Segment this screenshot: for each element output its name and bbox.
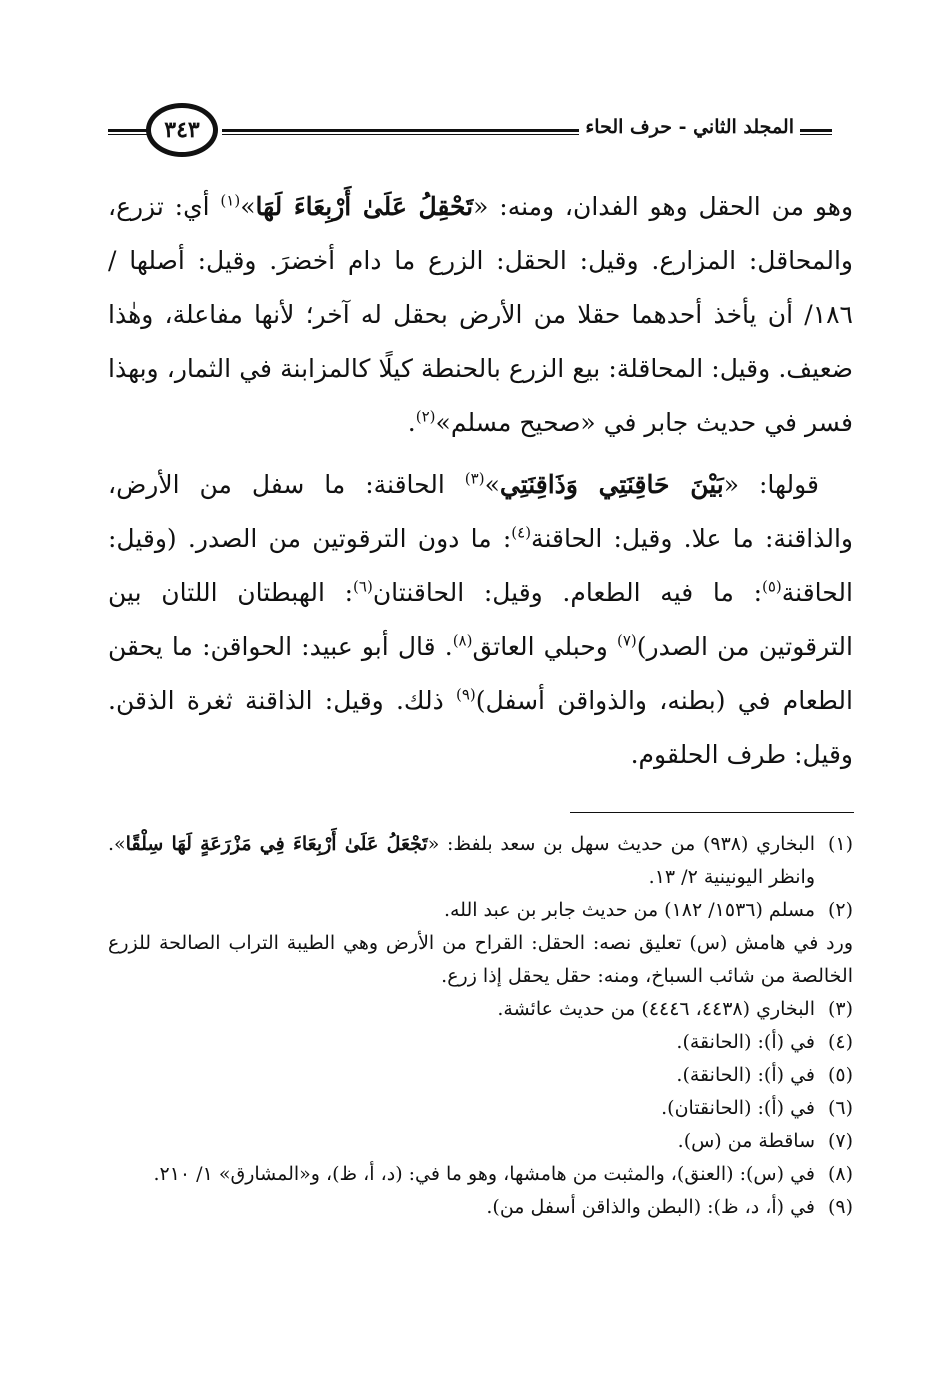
footnote-number: (٣) bbox=[827, 998, 853, 1020]
footnote-8 bbox=[108, 1158, 853, 1191]
footnote-ref: (٢) bbox=[415, 407, 436, 426]
footnote-ref: (٧) bbox=[617, 631, 637, 650]
quote-bold: تَحْقِلُ عَلَىٰ أَرْبِعَاءَ لَهَا bbox=[255, 192, 474, 221]
footnote-text: في (أ): (الحانقتان). bbox=[661, 1097, 815, 1119]
footnote-2 bbox=[108, 894, 853, 927]
text-run: قولها: « bbox=[723, 470, 819, 499]
footnote-number: (٦) bbox=[827, 1097, 853, 1119]
footnote-1 bbox=[108, 828, 853, 894]
footnote-ref: (٣) bbox=[464, 469, 485, 488]
footnote-text: ساقطة من (س). bbox=[677, 1130, 815, 1152]
footnotes bbox=[108, 828, 853, 1224]
quote-bold: تَجْعَلُ عَلَىٰ أَرْبِعَاءَ فِي مَزْرَعَةٍ لَهَا سِلْقًا bbox=[125, 833, 428, 855]
text-run: وهو من الحقل وهو الفدان، ومنه: « bbox=[473, 192, 854, 221]
text-run: البخاري (٩٣٨) من حديث سهل بن سعد بلفظ: « bbox=[427, 833, 815, 855]
footnote-ref: (٩) bbox=[455, 685, 476, 704]
footnote-ref: (٥) bbox=[762, 577, 782, 596]
text-run: أي: تزرع، والمحاقل: المزارع. وقيل: الحقل: الزرع ما دام أخضرَ. وقيل: أصلها /١٨٦/ أن يأخذ أحدهما حقلا من الأرض بحقل له آخر؛ لأنها مفاعلة، وهٰذا ضعيف. وقيل: المحاقلة: بيع الزرع بالحنطة كيلًا كالمزابنة في الثمار، وبهذا فسر في حديث جابر في «صحيح مسلم» bbox=[108, 192, 853, 437]
footnote-number: (٨) bbox=[827, 1163, 853, 1185]
footnote-number: (٧) bbox=[827, 1130, 853, 1152]
footnote-ref: (٤) bbox=[511, 523, 532, 542]
footnote-6 bbox=[108, 1092, 853, 1125]
text-run: : ما دون الترقوتين من الصدر. (وقيل: الحاقنة bbox=[108, 524, 853, 607]
paragraph-2 bbox=[108, 458, 853, 782]
text-run: : ما فيه الطعام. وقيل: الحاقنتان bbox=[372, 578, 762, 607]
running-title: المجلد الثاني - حرف الحاء bbox=[579, 116, 800, 138]
footnote-text: في (أ): (الحانقة). bbox=[676, 1031, 815, 1053]
quote-bold: بَيْنَ حَاقِنَتِي وَذَاقِنَتِي bbox=[499, 470, 724, 499]
paragraph-1 bbox=[108, 180, 853, 450]
footnote-9 bbox=[108, 1191, 853, 1224]
footnote-text bbox=[108, 828, 815, 894]
text-run: . bbox=[407, 408, 416, 437]
text-run: . قال أبو عبيد: الحواقن: ما يحقن الطعام في (بطنه، والذواقن أسفل) bbox=[108, 632, 853, 715]
footnote-text: في (أ): (الحانقة). bbox=[676, 1064, 815, 1086]
footnote-ref: (١) bbox=[220, 191, 241, 210]
footnote-text: في (س): (العنق)، والمثبت من هامشها، وهو ما في: (د، أ، ظ)، و«المشارق» ١/ ٢١٠. bbox=[153, 1163, 815, 1185]
text-run: وحبلي العاتق bbox=[472, 632, 617, 661]
text-run: ذلك. وقيل: الذاقنة ثغرة الذقن. وقيل: طرف الحلقوم. bbox=[108, 686, 853, 769]
main-text bbox=[108, 180, 853, 782]
footnote-number: (٢) bbox=[827, 899, 853, 921]
text-run: ». وانظر اليونينية ٢/ ١٣. bbox=[108, 833, 815, 888]
text-run: » bbox=[240, 192, 256, 221]
footnote-4 bbox=[108, 1026, 853, 1059]
footnote-text: في (أ، د، ظ): (البطن والذاقن أسفل من). bbox=[486, 1196, 815, 1218]
text-run: : الهبطتان اللتان بين الترقوتين من الصدر) bbox=[108, 578, 853, 661]
footnote-5 bbox=[108, 1059, 853, 1092]
footnote-ref: (٨) bbox=[452, 631, 473, 650]
footnote-text: مسلم (١٥٣٦/ ١٨٢) من حديث جابر بن عبد الله. bbox=[443, 899, 815, 921]
footnote-number: (١) bbox=[827, 833, 853, 855]
footnote-text: البخاري (٤٤٣٨، ٤٤٤٦) من حديث عائشة. bbox=[497, 998, 815, 1020]
page-number-badge bbox=[146, 103, 218, 157]
footnote-number: (٤) bbox=[827, 1031, 853, 1053]
footnote-ref: (٦) bbox=[353, 577, 373, 596]
text-run: الحاقنة: ما سفل من الأرض، والذاقنة: ما علا. وقيل: الحاقنة bbox=[108, 470, 853, 553]
footnote-3 bbox=[108, 993, 853, 1026]
footnote-2-continuation: ورد في هامش (س) تعليق نصه: الحقل: القراح من الأرض وهي الطيبة التراب الصالحة للزرع الخالصة من شائب السباخ، ومنه: حقل يحقل إذا زرع. bbox=[108, 932, 853, 987]
page-number: ٣٤٣ bbox=[164, 117, 200, 143]
footnote-7 bbox=[108, 1125, 853, 1158]
footnote-separator bbox=[570, 812, 854, 813]
text-run: » bbox=[484, 470, 500, 499]
footnote-number: (٥) bbox=[827, 1064, 853, 1086]
footnote-number: (٩) bbox=[827, 1196, 853, 1218]
